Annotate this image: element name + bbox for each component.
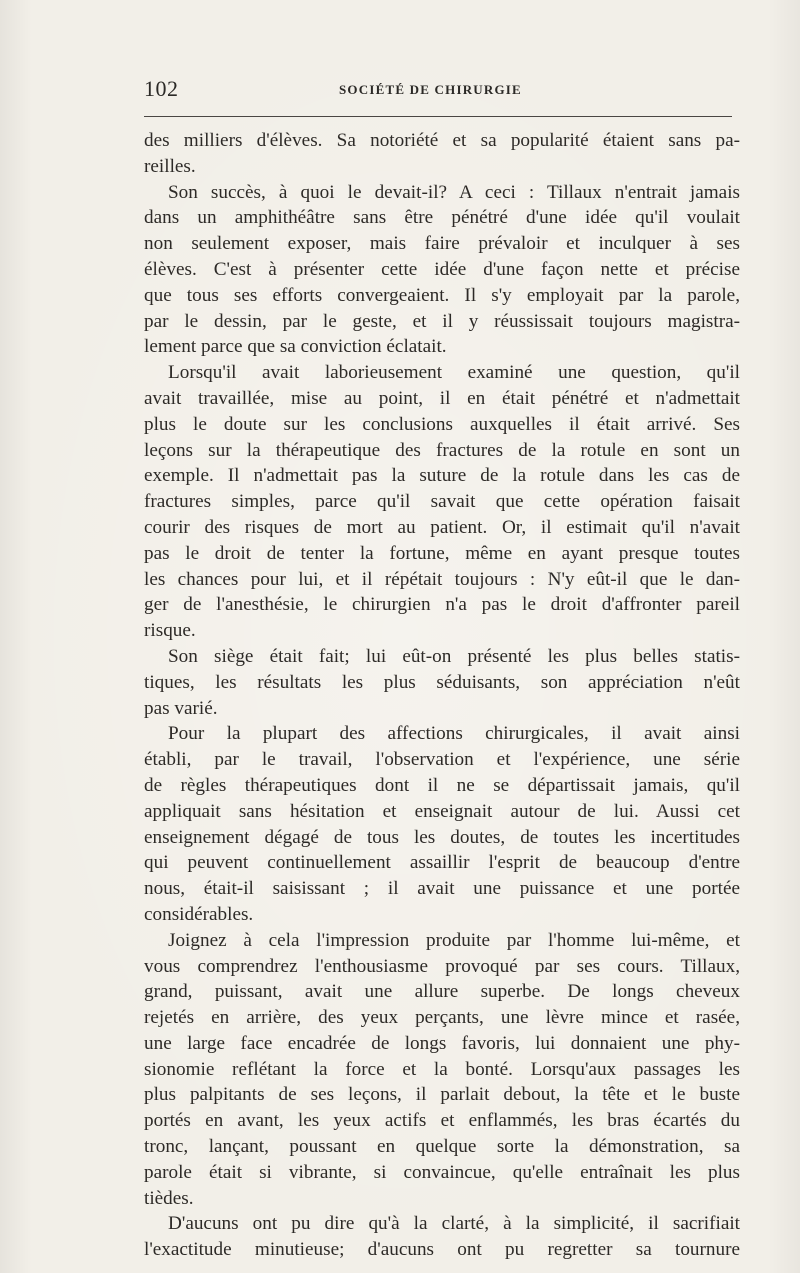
body-text: [144, 128, 740, 1263]
text-line: par le dessin, par le geste, et il y réussissait toujours magistra-: [144, 310, 740, 332]
header-rule: [144, 116, 732, 117]
text-line: des milliers d'élèves. Sa notoriété et sa popularité étaient sans pa-: [144, 130, 740, 151]
text-line: tiques, les résultats les plus séduisants, son appréciation n'eût: [144, 671, 740, 693]
text-line: Son succès, à quoi le devait-il? A ceci : Tillaux n'entrait jamais: [168, 181, 740, 203]
text-line: enseignement dégagé de tous les doutes, de toutes les incertitudes: [144, 826, 740, 848]
text-line: plus le doute sur les conclusions auxquelles il était arrivé. Ses: [144, 413, 740, 435]
page-header: [144, 76, 734, 104]
text-line: une large face encadrée de longs favoris, lui donnaient une phy-: [144, 1032, 740, 1054]
text-line: portés en avant, les yeux actifs et enflammés, les bras écartés du: [144, 1110, 740, 1132]
text-line: reilles.: [144, 155, 196, 177]
text-line: grand, puissant, avait une allure superbe. De longs cheveux: [144, 981, 740, 1003]
text-line: dans un amphithéâtre sans être pénétré d'une idée qu'il voulait: [144, 207, 740, 229]
text-line: pas le droit de tenter la fortune, même en ayant presque toutes: [144, 542, 740, 564]
text-line: Lorsqu'il avait laborieusement examiné une question, qu'il: [168, 362, 740, 384]
text-line: ger de l'anesthésie, le chirurgien n'a pas le droit d'affronter pareil: [144, 594, 740, 616]
text-line: l'exactitude minutieuse; d'aucuns ont pu regretter sa tournure: [144, 1239, 740, 1261]
text-line: vous comprendrez l'enthousiasme provoqué par ses cours. Tillaux,: [144, 955, 740, 977]
text-line: établi, par le travail, l'observation et l'expérience, une série: [144, 749, 740, 771]
text-line: nous, était-il saisissant ; il avait une puissance et une portée: [144, 878, 740, 900]
text-line: pas varié.: [144, 697, 218, 719]
text-line: Pour la plupart des affections chirurgicales, il avait ainsi: [168, 723, 740, 745]
text-line: Son siège était fait; lui eût-on présenté les plus belles statis-: [168, 645, 740, 667]
text-line: sionomie reflétant la force et la bonté. Lorsqu'aux passages les: [144, 1058, 740, 1080]
text-line: tièdes.: [144, 1187, 194, 1209]
running-head: SOCIÉTÉ DE CHIRURGIE: [339, 82, 522, 97]
text-line: qui peuvent continuellement assaillir l'esprit de beaucoup d'entre: [144, 852, 740, 874]
text-line: de règles thérapeutiques dont il ne se départissait jamais, qu'il: [144, 774, 740, 796]
text-line: tronc, lançant, poussant en quelque sorte la démonstration, sa: [144, 1136, 740, 1158]
text-line: courir des risques de mort au patient. Or, il estimait qu'il n'avait: [144, 516, 740, 538]
text-line: parole était si vibrante, si convaincue, qu'elle entraînait les plus: [144, 1161, 740, 1183]
text-line: plus palpitants de ses leçons, il parlait debout, la tête et le buste: [144, 1084, 740, 1106]
text-line: les chances pour lui, et il répétait toujours : N'y eût-il que le dan-: [144, 568, 740, 590]
text-line: considérables.: [144, 903, 254, 925]
text-line: non seulement exposer, mais faire prévaloir et inculquer à ses: [144, 233, 740, 255]
text-line: exemple. Il n'admettait pas la suture de la rotule dans les cas de: [144, 465, 740, 487]
text-line: élèves. C'est à présenter cette idée d'une façon nette et précise: [144, 258, 740, 280]
text-line: risque.: [144, 620, 196, 642]
text-line: lement parce que sa conviction éclatait.: [144, 336, 447, 358]
text-line: leçons sur la thérapeutique des fractures de la rotule en sont un: [144, 439, 740, 461]
text-line: rejetés en arrière, des yeux perçants, une lèvre mince et rasée,: [144, 1007, 740, 1029]
text-line: fractures simples, parce qu'il savait que cette opération faisait: [144, 491, 740, 513]
page-number: 102: [144, 76, 179, 101]
text-line: appliquait sans hésitation et enseignait autour de lui. Aussi cet: [144, 800, 740, 822]
text-line: que tous ses efforts convergeaient. Il s'y employait par la parole,: [144, 284, 740, 306]
text-line: avait travaillée, mise au point, il en était pénétré et n'admettait: [144, 387, 740, 409]
text-line: D'aucuns ont pu dire qu'à la clarté, à la simplicité, il sacrifiait: [168, 1213, 740, 1235]
text-line: Joignez à cela l'impression produite par l'homme lui-même, et: [168, 929, 740, 951]
